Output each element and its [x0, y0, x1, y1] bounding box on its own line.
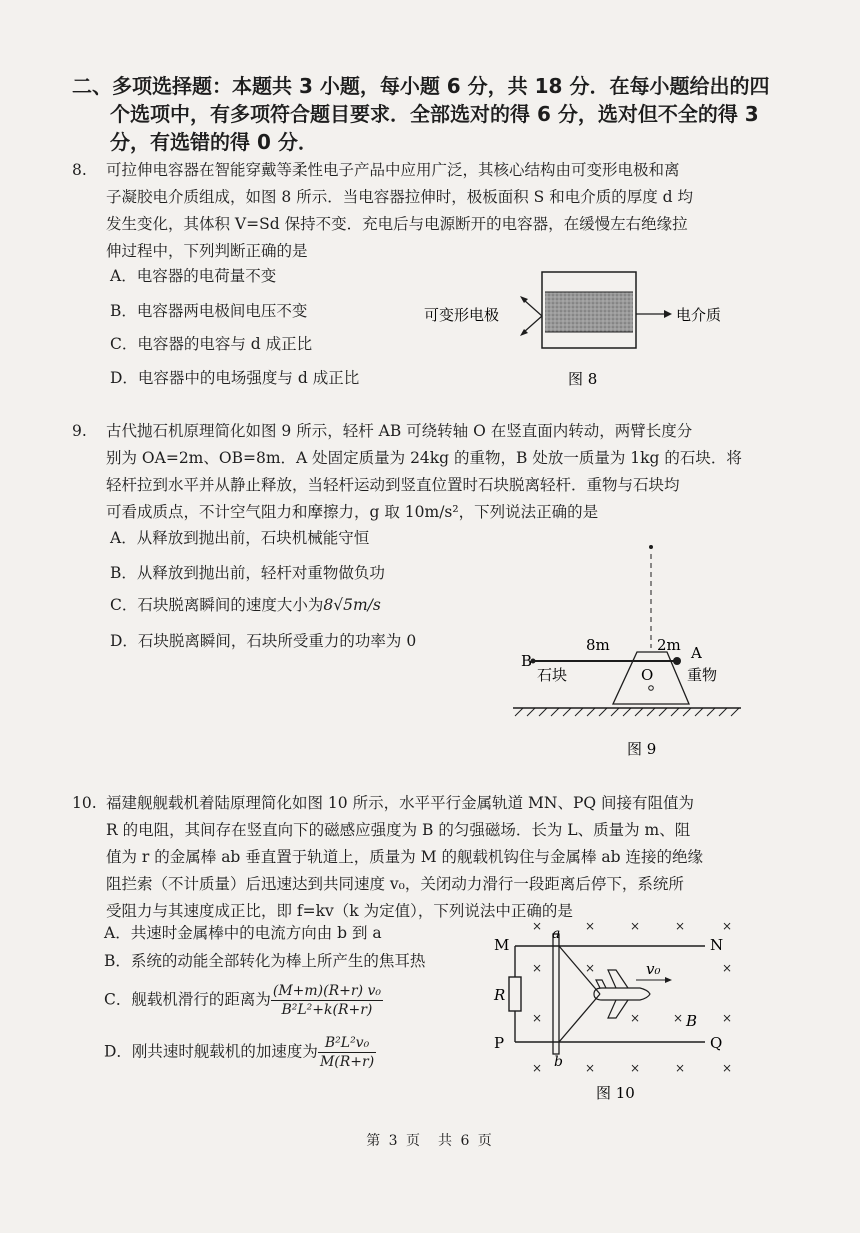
page-footer: 第 3 页 共 6 页: [366, 1133, 494, 1149]
label-n: N: [710, 936, 724, 954]
dielectric-label: 电介质: [676, 306, 722, 324]
svg-text:×: ×: [630, 919, 641, 933]
figure-9: [505, 540, 755, 765]
point-b-label: B: [521, 652, 533, 670]
label-b-field: B: [686, 1012, 698, 1030]
svg-text:×: ×: [532, 961, 543, 975]
fraction-numerator: B²L²v₀: [318, 1034, 376, 1053]
svg-text:×: ×: [532, 1011, 543, 1025]
svg-text:×: ×: [722, 1061, 733, 1075]
question-text: 轻杆拉到水平并从静止释放，当轻杆运动到竖直位置时石块脱离轻杆．重物与石块均: [106, 476, 680, 494]
option-d-text: D．刚共速时舰载机的加速度为: [104, 1042, 318, 1061]
question-text: 可看成质点，不计空气阻力和摩擦力，g 取 10m/s²，下列说法正确的是: [106, 503, 599, 521]
figure-10-caption: 图 10: [596, 1084, 635, 1102]
question-text: 发生变化，其体积 V=Sd 保持不变．充电后与电源断开的电容器，在缓慢左右绝缘拉: [106, 215, 688, 233]
oa-label: 2m: [657, 636, 681, 654]
svg-text:×: ×: [532, 919, 543, 933]
option-c-text: C．舰载机滑行的距离为: [104, 990, 271, 1009]
electrode-arrow-top: [524, 300, 542, 316]
section-heading-line1: 二、多项选择题：本题共 3 小题，每小题 6 分，共 18 分．在每小题给出的四: [72, 74, 770, 98]
option-b: B．系统的动能全部转化为棒上所产生的焦耳热: [104, 952, 426, 970]
svg-text:×: ×: [630, 1061, 641, 1075]
weight-point: [673, 657, 681, 665]
question-9: [72, 418, 766, 526]
option-b: B．电容器两电极间电压不变: [110, 302, 308, 320]
option-d: D．电容器中的电场强度与 d 成正比: [110, 369, 360, 387]
fraction-numerator: (M+m)(R+r) v₀: [272, 983, 381, 999]
label-v0: v₀: [646, 960, 661, 978]
figure-8: [420, 270, 740, 390]
weight-label: 重物: [687, 666, 718, 684]
section-heading-line3: 分，有选错的得 0 分．: [110, 130, 318, 154]
metal-rod-ab: [553, 934, 559, 1054]
question-text: 福建舰舰载机着陆原理简化如图 10 所示，水平平行金属轨道 MN、PQ 间接有阻值为: [106, 794, 695, 812]
section-heading: [72, 72, 772, 156]
svg-text:×: ×: [585, 1061, 596, 1075]
question-number: 9.: [72, 422, 87, 440]
question-text: R 的电阻，其间存在竖直向下的磁感应强度为 B 的匀强磁场．长为 L、质量为 m、阻: [106, 821, 691, 839]
question-number: 8.: [72, 161, 87, 179]
option-c-text: C．石块脱离瞬间的速度大小为: [110, 596, 324, 614]
resistor-r: [509, 977, 521, 1011]
question-text: 受阻力与其速度成正比，即 f=kv（k 为定值），下列说法中正确的是: [106, 902, 573, 920]
question-text: 伸过程中，下列判断正确的是: [106, 242, 308, 260]
svg-text:×: ×: [675, 919, 686, 933]
question-text: 可拉伸电容器在智能穿戴等柔性电子产品中应用广泛，其核心结构由可变形电极和离: [106, 161, 680, 179]
option-c: C．电容器的电容与 d 成正比: [110, 335, 313, 353]
svg-text:×: ×: [722, 961, 733, 975]
option-a: A．从释放到抛出前，石块机械能守恒: [110, 529, 370, 547]
arrest-cable-bottom: [559, 994, 600, 1042]
stone-label: 石块: [537, 666, 568, 684]
point-a-label: A: [691, 644, 702, 662]
electrode-label: 可变形电极: [424, 306, 500, 324]
pivot-o-label: O: [641, 666, 654, 684]
label-p: P: [494, 1034, 505, 1052]
option-d: [104, 1034, 376, 1071]
question-text: 古代抛石机原理简化如图 9 所示，轻杆 AB 可绕转轴 O 在竖直面内转动，两臂长度分: [106, 422, 693, 440]
option-a: A．共速时金属棒中的电流方向由 b 到 a: [104, 924, 382, 942]
question-text: 值为 r 的金属棒 ab 垂直置于轨道上，质量为 M 的舰载机钩住与金属棒 ab 连接的绝缘: [106, 848, 704, 866]
dielectric-block: [545, 292, 633, 332]
label-b: b: [554, 1054, 563, 1070]
option-b: B．从释放到抛出前，轻杆对重物做负功: [110, 564, 385, 582]
question-10: [72, 790, 766, 925]
label-m: M: [494, 936, 510, 954]
svg-text:×: ×: [585, 919, 596, 933]
question-text: 别为 OA=2m、OB=8m．A 处固定质量为 24kg 的重物，B 处放一质量为 1kg 的石块．将: [106, 449, 742, 467]
svg-text:×: ×: [722, 1011, 733, 1025]
option-c: [110, 594, 381, 616]
question-number: 10.: [72, 794, 97, 812]
electrode-arrow-bottom: [524, 316, 542, 332]
figure-9-caption: 图 9: [627, 740, 657, 758]
question-8: [72, 157, 766, 265]
svg-text:×: ×: [673, 1011, 684, 1025]
option-a: A．电容器的电荷量不变: [110, 267, 277, 285]
question-text: 阻拦索（不计质量）后迅速达到共同速度 v₀，关闭动力滑行一段距离后停下，系统所: [106, 875, 684, 893]
fraction-denominator: B²L²+k(R+r): [281, 1002, 373, 1018]
svg-text:×: ×: [675, 1061, 686, 1075]
label-q: Q: [710, 1034, 723, 1052]
label-r: R: [494, 986, 506, 1004]
option-d: D．石块脱离瞬间，石块所受重力的功率为 0: [110, 632, 417, 650]
svg-text:×: ×: [630, 1011, 641, 1025]
section-heading-line2: 个选项中，有多项符合题目要求．全部选对的得 6 分，选对但不全的得 3: [110, 102, 759, 126]
svg-text:×: ×: [532, 1061, 543, 1075]
option-c-fraction: [271, 982, 383, 1019]
figure-10: [490, 912, 750, 1107]
airplane-icon: [594, 970, 650, 1018]
question-text: 子凝胶电介质组成，如图 8 所示．当电容器拉伸时，极板面积 S 和电介质的厚度 d 均: [106, 188, 693, 206]
option-d-fraction: [318, 1034, 376, 1071]
svg-text:×: ×: [585, 961, 596, 975]
option-c-value: 8√5m/s: [323, 596, 381, 614]
label-a: a: [552, 926, 561, 942]
ob-label: 8m: [586, 636, 610, 654]
fraction-denominator: M(R+r): [319, 1054, 375, 1070]
option-c: [104, 982, 383, 1019]
figure-8-caption: 图 8: [568, 370, 598, 388]
svg-text:×: ×: [722, 919, 733, 933]
